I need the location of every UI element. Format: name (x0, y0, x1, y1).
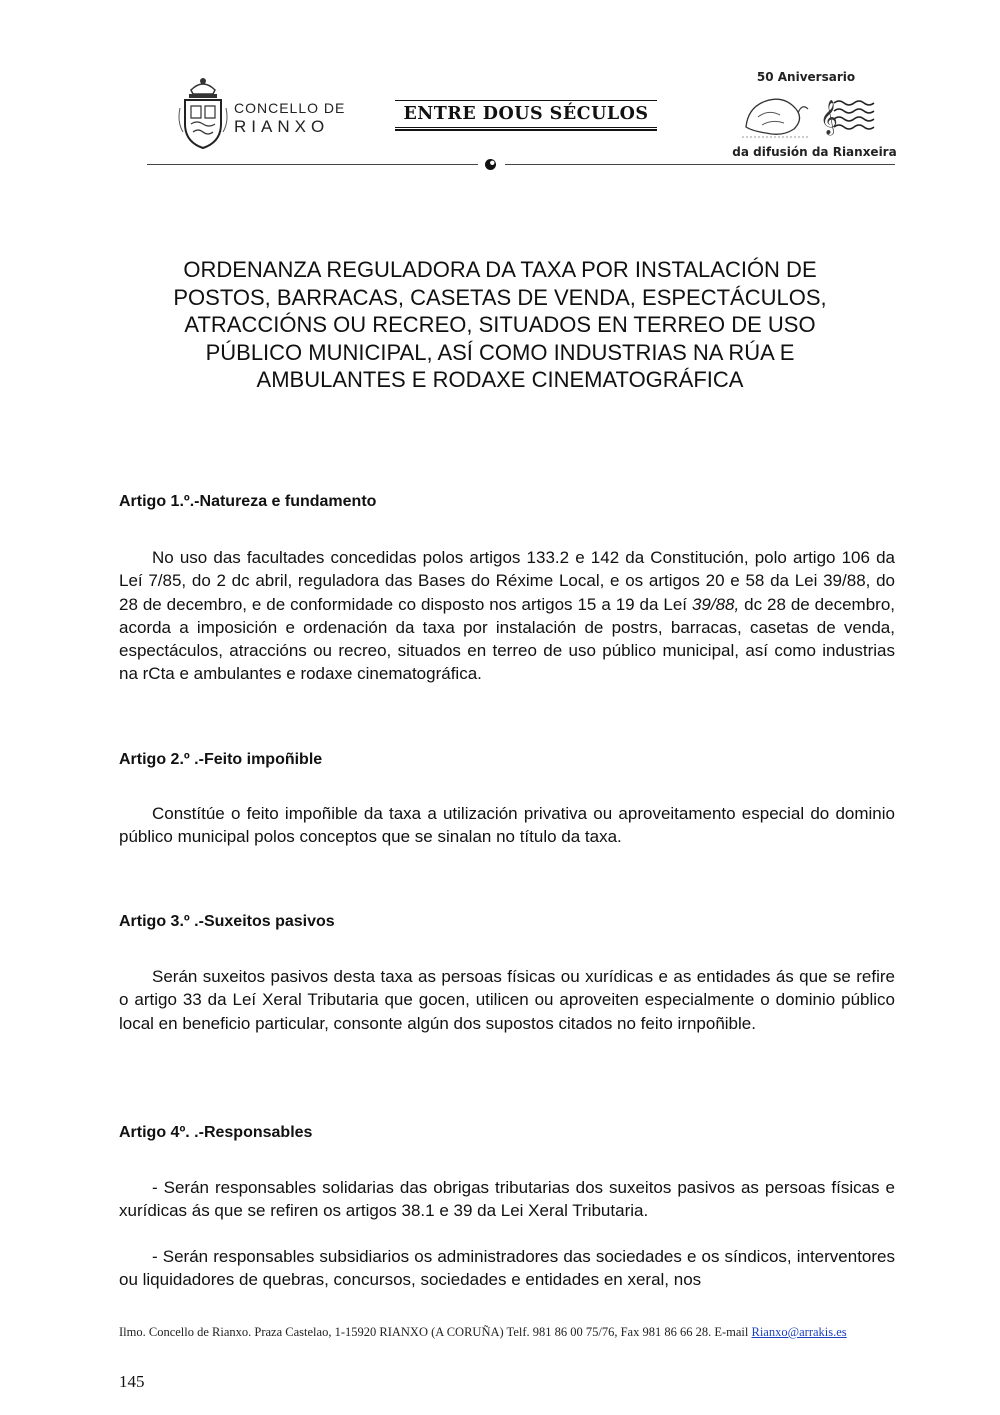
header-divider-right (505, 164, 895, 165)
svg-text:𝄞: 𝄞 (820, 100, 838, 135)
series-title: ENTRE DOUS SÉCULOS (403, 104, 649, 124)
anniversary-emblem-icon (738, 87, 878, 141)
series-rule-bottom-thick (395, 129, 657, 131)
header-divider-left (147, 164, 478, 165)
anniversary-subtitle: da difusión da Rianxeira (732, 145, 897, 159)
article-4 (119, 1123, 895, 1143)
anniversary-title: 50 Aniversario (756, 70, 856, 84)
article-paragraph: - Serán responsables subsidiarios os administradores das sociedades e os síndicos, interventores ou liquidadores de quebras, concursos, sociedades e entidades en xeral, nos (119, 1247, 895, 1290)
org-name (234, 100, 345, 138)
series-title-block (395, 100, 657, 131)
article-paragraph: Serán suxeitos pasivos desta taxa as persoas físicas ou xurídicas e as entidades ás que se refire o artigo 33 da Leí Xeral Tributaria que gocen, utilicen ou aproveiten especialmente o dominio público local en beneficio particular, consonte algún dos supostos citados no feito irnpoñible. (119, 967, 895, 1033)
article-1 (119, 492, 895, 512)
paragraph-text: No uso das facultades concedidas polos artigos 133.2 e 142 da Constitución, polo artigo 106 da Leí 7/85, do 2 dc abril, reguladora das Bases do Réxime Local, e os artigos 20 e 58 da Lei 39/88, do 28 de decembro, e de conformidade co disposto nos artigos 15 a 19 da Leí (119, 548, 895, 614)
article-3 (119, 912, 895, 932)
paragraph-italic-text: 39/88, (691, 594, 740, 614)
document-title: ORDENANZA REGULADORA DA TAXA POR INSTALACIÓN DE POSTOS, BARRACAS, CASETAS DE VENDA, ESPECTÁCULOS, ATRACCIÓNS OU RECREO, SITUADOS EN TERREO DE USO PÚBLICO MUNICIPAL, ASÍ COMO INDUSTRIAS NA RÚA E AMBULANTES E RODAXE CINEMATOGRÁFICA (173, 257, 827, 392)
page-number: 145 (119, 1372, 145, 1391)
org-name-line1: CONCELLO DE (234, 100, 346, 116)
article-heading: Artigo 4º. .-Responsables (119, 1124, 313, 1141)
article-1-body (119, 546, 895, 686)
article-paragraph (119, 546, 895, 686)
org-name-line2: RIANXO (234, 117, 330, 136)
article-heading: Artigo 1.º.-Natureza e fundamento (119, 493, 377, 510)
footer-address (119, 1325, 847, 1340)
article-heading: Artigo 3.º .-Suxeitos pasivos (119, 913, 335, 930)
article-heading: Artigo 2.º .-Feito impoñible (119, 751, 323, 768)
section-bullet-icon (484, 158, 497, 171)
article-4-body-2 (119, 1245, 895, 1292)
article-paragraph: - Serán responsables solidarias das obrigas tributarias dos suxeitos pasivos as persoas físicas e xurídicas ás que se refiren os artigos 38.1 e 39 da Lei Xeral Tributaria. (119, 1178, 895, 1221)
footer-email-link[interactable]: Rianxo@arrakis.es (751, 1325, 847, 1339)
article-4-body (119, 1176, 895, 1223)
article-2-body (119, 802, 895, 849)
footer-address-text: Ilmo. Concello de Rianxo. Praza Castelao, 1-15920 RIANXO (A CORUÑA) Telf. 981 86 00 75/76, Fax 981 86 66 28. E-mail (119, 1325, 752, 1339)
coat-of-arms-icon (177, 72, 229, 152)
article-3-body (119, 965, 895, 1035)
series-rule-bottom (395, 127, 657, 128)
article-2 (119, 750, 895, 770)
article-paragraph: Constítúe o feito impoñible da taxa a utilización privativa ou aproveitamento especial do dominio público municipal polos conceptos que se sinalan no título da taxa. (119, 804, 895, 847)
paragraph-text: dc 28 de decembro, acorda a imposición e ordenación da taxa por instalación de postrs, barracas, casetas de venda, espectáculos, atraccións ou recreo, situados en terreo de uso público municipal, así como industrias na rCta e ambulantes e rodaxe cinematográfica. (119, 594, 896, 684)
